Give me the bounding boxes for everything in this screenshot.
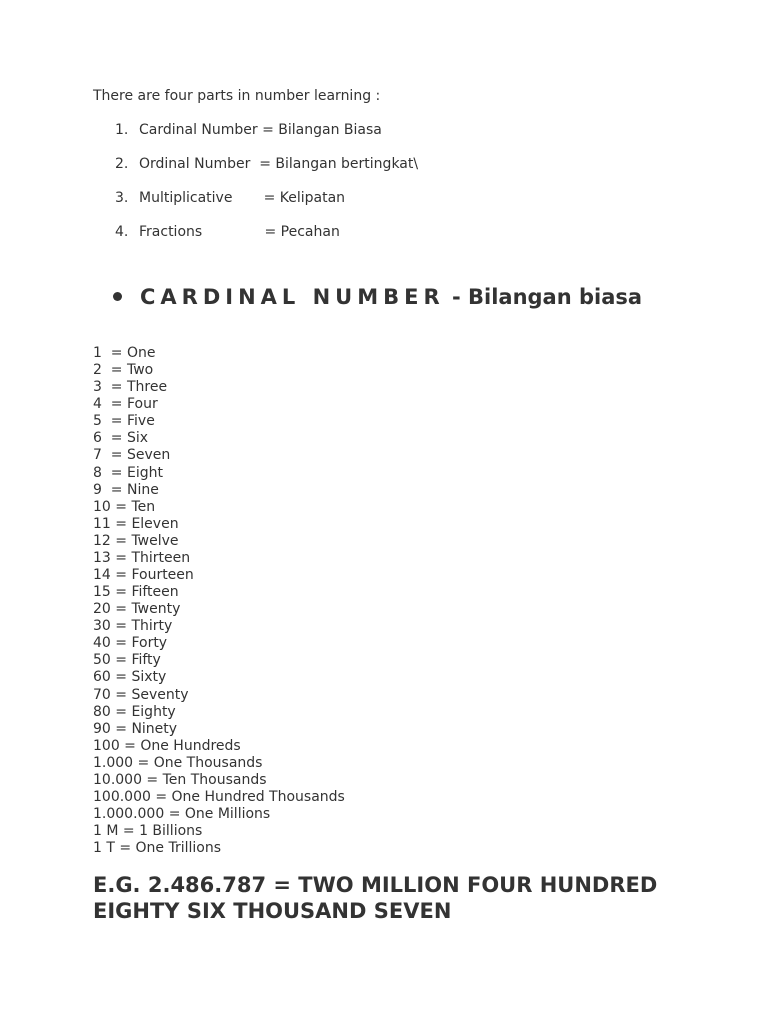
number-row: 10 = Ten [93,498,156,515]
number-row: 4 = Four [93,396,158,413]
list-item-text: Fractions = Pecahan [139,224,340,240]
number-row: 1.000.000 = One Millions [93,806,271,823]
parts-list-item [93,155,693,189]
number-row: 30 = Thirty [93,618,173,635]
number-row: 13 = Thirteen [93,549,191,566]
list-number: 3. [115,190,129,206]
number-row: 1 M = 1 Billions [93,823,203,840]
number-row: 100 = One Hundreds [93,737,241,754]
parts-list-item [93,223,693,257]
number-row: 10.000 = Ten Thousands [93,771,267,788]
number-row: 5 = Five [93,413,155,430]
number-row: 1.000 = One Thousands [93,754,263,771]
number-row: 20 = Twenty [93,601,181,618]
number-row: 7 = Seven [93,447,171,464]
number-row: 60 = Sixty [93,669,167,686]
heading-spaced-title: CARDINAL NUMBER [140,285,445,309]
number-row: 1 T = One Trillions [93,840,222,857]
number-row: 1 = One [93,345,156,361]
number-row: 11 = Eleven [93,515,179,532]
parts-list-item [93,189,693,223]
list-number: 1. [115,122,129,138]
numbers-list [93,345,345,857]
list-number: 2. [115,156,129,172]
number-row: 2 = Two [93,362,154,379]
number-row: 6 = Six [93,430,149,447]
list-item-text: Multiplicative = Kelipatan [139,190,346,206]
number-row: 9 = Nine [93,481,159,498]
section-heading-text [140,285,670,310]
list-item-text: Ordinal Number = Bilangan bertingkat\ [139,156,419,172]
number-row: 70 = Seventy [93,686,189,703]
number-row: 40 = Forty [93,635,168,652]
list-item-text: Cardinal Number = Bilangan Biasa [139,122,382,138]
intro-text: There are four parts in number learning : [93,88,381,104]
number-row: 80 = Eighty [93,703,176,720]
number-row: 100.000 = One Hundred Thousands [93,789,345,806]
list-number: 4. [115,224,129,240]
number-row: 15 = Fifteen [93,584,179,601]
parts-list-item [93,121,693,155]
number-row: 14 = Fourteen [93,567,194,584]
number-row: 3 = Three [93,379,168,396]
heading-subtitle: - Bilangan biasa [444,285,643,309]
parts-list [93,121,693,257]
number-row: 12 = Twelve [93,532,179,549]
number-row: 50 = Fifty [93,652,161,669]
number-row: 8 = Eight [93,464,163,481]
example-heading: E.G. 2.486.787 = TWO MILLION FOUR HUNDRED EIGHTY SIX THOUSAND SEVEN [93,873,658,923]
number-row: 90 = Ninety [93,720,178,737]
bullet-icon [113,292,122,301]
